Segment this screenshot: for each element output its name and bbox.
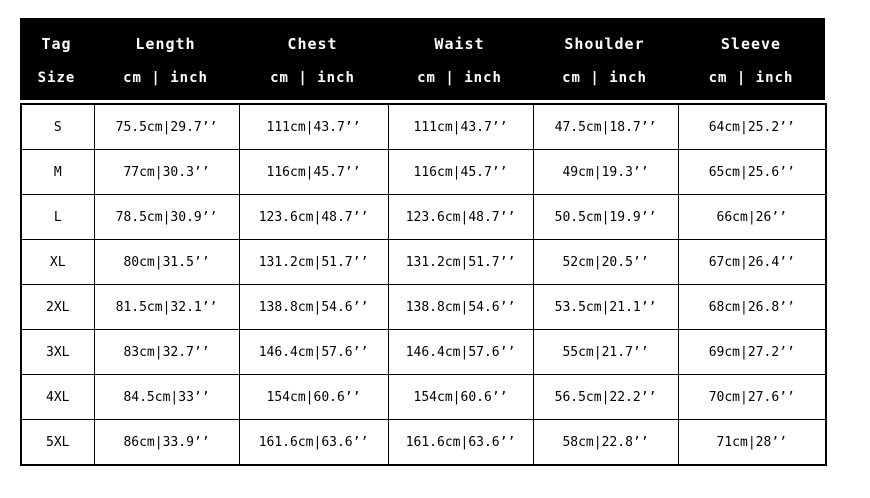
waist-cell: 116cm|45.7’’ <box>388 150 533 195</box>
length-cell: 84.5cm|33’’ <box>94 375 239 420</box>
waist-cell: 154cm|60.6’’ <box>388 375 533 420</box>
shoulder-cell: 52cm|20.5’’ <box>533 240 678 285</box>
waist-cell: 123.6cm|48.7’’ <box>388 195 533 240</box>
column-sublabel: cm | inch <box>562 69 647 86</box>
table-row <box>21 104 826 150</box>
waist-cell: 146.4cm|57.6’’ <box>388 330 533 375</box>
table-row <box>21 375 826 420</box>
column-header-chest <box>238 18 387 100</box>
column-header-tag <box>20 18 93 100</box>
size-chart-body <box>20 103 827 466</box>
shoulder-cell: 49cm|19.3’’ <box>533 150 678 195</box>
waist-cell: 131.2cm|51.7’’ <box>388 240 533 285</box>
size-cell: M <box>21 150 94 195</box>
sleeve-cell: 68cm|26.8’’ <box>678 285 826 330</box>
shoulder-cell: 50.5cm|19.9’’ <box>533 195 678 240</box>
table-row <box>21 150 826 195</box>
column-sublabel: cm | inch <box>123 69 208 86</box>
column-header-shoulder <box>532 18 677 100</box>
length-cell: 86cm|33.9’’ <box>94 420 239 466</box>
length-cell: 80cm|31.5’’ <box>94 240 239 285</box>
size-cell: XL <box>21 240 94 285</box>
chest-cell: 111cm|43.7’’ <box>239 104 388 150</box>
column-label: Sleeve <box>720 34 782 53</box>
shoulder-cell: 56.5cm|22.2’’ <box>533 375 678 420</box>
table-row <box>21 240 826 285</box>
column-sublabel: cm | inch <box>270 69 355 86</box>
chest-cell: 131.2cm|51.7’’ <box>239 240 388 285</box>
column-header-sleeve <box>677 18 825 100</box>
column-sublabel: cm | inch <box>708 69 794 86</box>
shoulder-cell: 53.5cm|21.1’’ <box>533 285 678 330</box>
waist-cell: 138.8cm|54.6’’ <box>388 285 533 330</box>
table-row <box>21 285 826 330</box>
column-label: Tag <box>41 34 72 53</box>
shoulder-cell: 58cm|22.8’’ <box>533 420 678 466</box>
column-label: Shoulder <box>564 34 645 53</box>
chest-cell: 138.8cm|54.6’’ <box>239 285 388 330</box>
column-sublabel: Size <box>37 69 76 86</box>
sleeve-cell: 66cm|26’’ <box>678 195 826 240</box>
length-cell: 77cm|30.3’’ <box>94 150 239 195</box>
sleeve-cell: 70cm|27.6’’ <box>678 375 826 420</box>
size-chart-table <box>20 18 825 466</box>
column-label: Waist <box>434 34 485 53</box>
chest-cell: 161.6cm|63.6’’ <box>239 420 388 466</box>
size-cell: L <box>21 195 94 240</box>
chest-cell: 154cm|60.6’’ <box>239 375 388 420</box>
column-header-waist <box>387 18 532 100</box>
column-label: Chest <box>287 34 338 53</box>
size-cell: S <box>21 104 94 150</box>
sleeve-cell: 71cm|28’’ <box>678 420 826 466</box>
size-cell: 3XL <box>21 330 94 375</box>
length-cell: 83cm|32.7’’ <box>94 330 239 375</box>
size-cell: 5XL <box>21 420 94 466</box>
length-cell: 75.5cm|29.7’’ <box>94 104 239 150</box>
chest-cell: 146.4cm|57.6’’ <box>239 330 388 375</box>
header-row <box>20 18 825 100</box>
column-sublabel: cm | inch <box>417 69 502 86</box>
waist-cell: 161.6cm|63.6’’ <box>388 420 533 466</box>
chest-cell: 116cm|45.7’’ <box>239 150 388 195</box>
sleeve-cell: 67cm|26.4’’ <box>678 240 826 285</box>
shoulder-cell: 55cm|21.7’’ <box>533 330 678 375</box>
sleeve-cell: 64cm|25.2’’ <box>678 104 826 150</box>
shoulder-cell: 47.5cm|18.7’’ <box>533 104 678 150</box>
sleeve-cell: 65cm|25.6’’ <box>678 150 826 195</box>
chest-cell: 123.6cm|48.7’’ <box>239 195 388 240</box>
column-header-length <box>93 18 238 100</box>
table-row <box>21 330 826 375</box>
column-label: Length <box>135 34 196 53</box>
length-cell: 81.5cm|32.1’’ <box>94 285 239 330</box>
length-cell: 78.5cm|30.9’’ <box>94 195 239 240</box>
table-row <box>21 420 826 466</box>
waist-cell: 111cm|43.7’’ <box>388 104 533 150</box>
size-cell: 4XL <box>21 375 94 420</box>
sleeve-cell: 69cm|27.2’’ <box>678 330 826 375</box>
size-cell: 2XL <box>21 285 94 330</box>
table-row <box>21 195 826 240</box>
